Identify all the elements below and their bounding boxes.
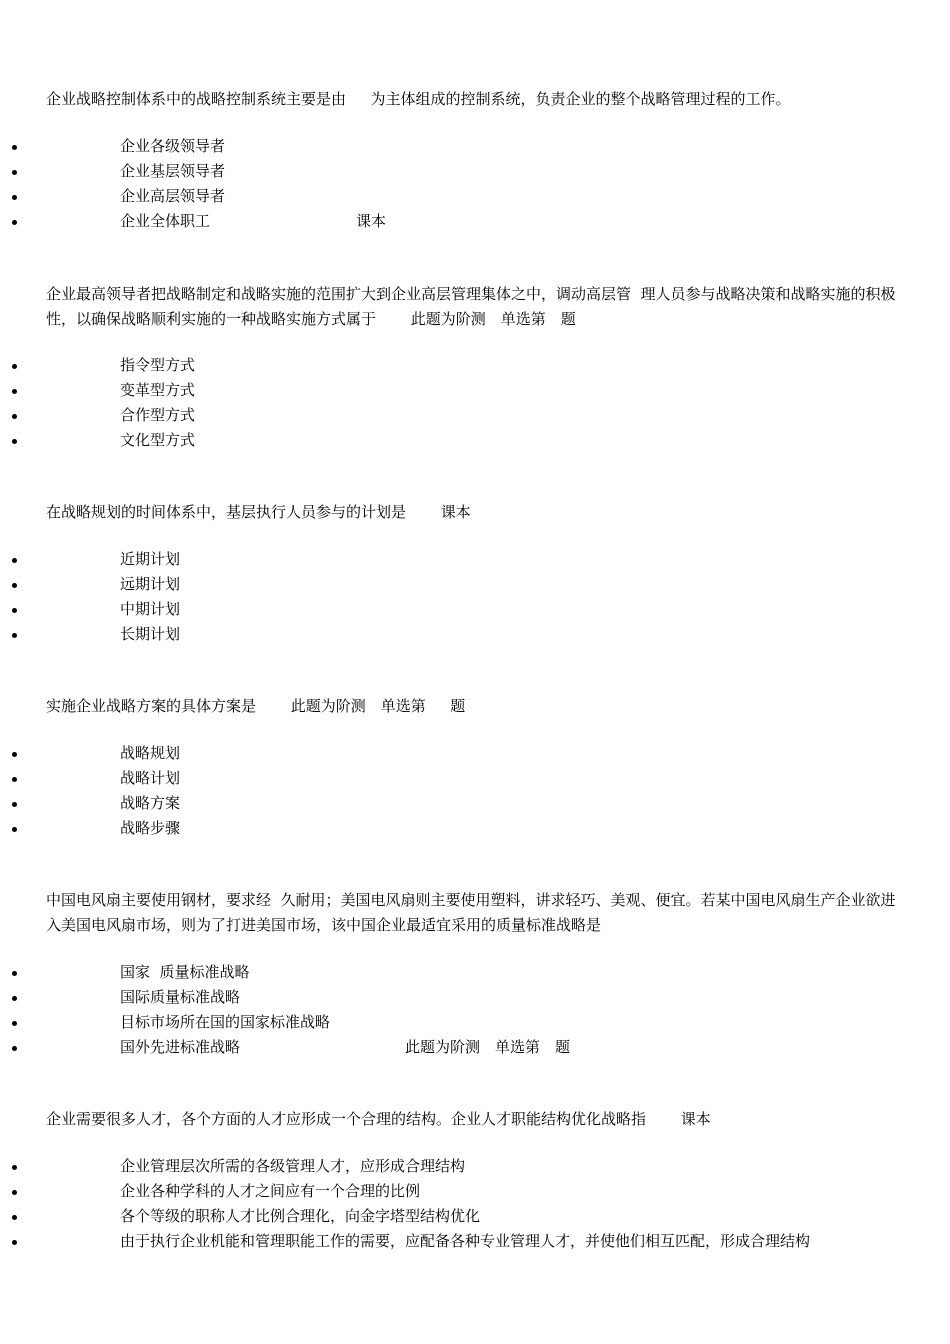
bullet-icon — [12, 996, 17, 1001]
bullet-icon — [12, 1046, 17, 1051]
option-item[interactable] — [0, 741, 950, 766]
option-item[interactable] — [0, 1204, 950, 1229]
bullet-icon — [12, 170, 17, 175]
option-item[interactable] — [0, 791, 950, 816]
option-label: 合作型方式 — [120, 406, 196, 424]
option-label: 长期计划 — [120, 625, 181, 643]
option-item[interactable] — [0, 1154, 950, 1179]
option-item[interactable] — [0, 960, 950, 985]
bullet-icon — [12, 777, 17, 782]
option-label: 近期计划 — [120, 550, 181, 568]
option-item[interactable] — [0, 403, 950, 428]
bullet-icon — [12, 633, 17, 638]
option-item[interactable] — [0, 816, 950, 841]
option-item[interactable] — [0, 353, 950, 378]
option-label: 企业管理层次所需的各级管理人才，应形成合理结构 — [120, 1157, 466, 1175]
bullet-icon — [12, 1165, 17, 1170]
bullet-icon — [12, 389, 17, 394]
option-label: 战略方案 — [120, 794, 181, 812]
option-label: 战略步骤 — [120, 819, 181, 837]
bullet-icon — [12, 608, 17, 613]
option-item[interactable] — [0, 134, 950, 159]
option-item[interactable] — [0, 572, 950, 597]
option-label: 企业各级领导者 — [120, 137, 226, 155]
bullet-icon — [12, 414, 17, 419]
bullet-icon — [12, 971, 17, 976]
option-label: 各个等级的职称人才比例合理化，向金字塔型结构优化 — [120, 1207, 481, 1225]
option-label: 国外先进标准战略 — [120, 1038, 241, 1056]
bullet-icon — [12, 583, 17, 588]
option-item[interactable] — [0, 985, 950, 1010]
option-label: 由于执行企业机能和管理职能工作的需要，应配备各种专业管理人才，并使他们相互匹配，形成合理结构 — [120, 1232, 811, 1250]
option-item[interactable] — [0, 1035, 950, 1060]
option-item[interactable] — [0, 159, 950, 184]
option-item[interactable] — [0, 428, 950, 453]
question-stem: 企业战略控制体系中的战略控制系统主要是由 为主体组成的控制系统，负责企业的整个战略管理过程的工作。 — [46, 90, 791, 108]
source-note: 课本 — [356, 212, 387, 230]
bullet-icon — [12, 195, 17, 200]
bullet-icon — [12, 364, 17, 369]
option-label: 企业全体职工 — [120, 212, 211, 230]
option-label: 远期计划 — [120, 575, 181, 593]
option-item[interactable] — [0, 184, 950, 209]
bullet-icon — [12, 439, 17, 444]
option-label: 企业高层领导者 — [120, 187, 226, 205]
bullet-icon — [12, 145, 17, 150]
option-label: 文化型方式 — [120, 431, 196, 449]
bullet-icon — [12, 1190, 17, 1195]
option-label: 国际质量标准战略 — [120, 988, 241, 1006]
option-label: 变革型方式 — [120, 381, 196, 399]
option-item[interactable] — [0, 1179, 950, 1204]
option-label: 企业各种学科的人才之间应有一个合理的比例 — [120, 1182, 421, 1200]
option-label: 战略计划 — [120, 769, 181, 787]
bullet-icon — [12, 827, 17, 832]
bullet-icon — [12, 752, 17, 757]
option-item[interactable] — [0, 1229, 950, 1254]
option-label: 中期计划 — [120, 600, 181, 618]
source-note: 此题为阶测 单选第 题 — [405, 1038, 571, 1056]
option-label: 战略规划 — [120, 744, 181, 762]
option-item[interactable] — [0, 209, 950, 234]
option-item[interactable] — [0, 766, 950, 791]
option-item[interactable] — [0, 597, 950, 622]
bullet-icon — [12, 1240, 17, 1245]
option-item[interactable] — [0, 547, 950, 572]
option-item[interactable] — [0, 622, 950, 647]
question-stem: 实施企业战略方案的具体方案是 此题为阶测 单选第 题 — [46, 697, 466, 715]
bullet-icon — [12, 1021, 17, 1026]
bullet-icon — [12, 558, 17, 563]
option-item[interactable] — [0, 378, 950, 403]
option-label: 企业基层领导者 — [120, 162, 226, 180]
bullet-icon — [12, 220, 17, 225]
question-stem: 中国电风扇主要使用钢材，要求经 久耐用；美国电风扇则主要使用塑料，讲求轻巧、美观、便宜。若某中国电风扇生产企业欲进入美国电风扇市场，则为了打进美国市场，该中国企业最适宜采用的质量标准战略是 — [46, 891, 896, 934]
bullet-icon — [12, 1215, 17, 1220]
option-item[interactable] — [0, 1010, 950, 1035]
option-label: 国家 质量标准战略 — [120, 963, 250, 981]
question-stem: 企业最高领导者把战略制定和战略实施的范围扩大到企业高层管理集体之中，调动高层管 理人员参与战略决策和战略实施的积极性，以确保战略顺利实施的一种战略实施方式属于 此题为阶测 单选第 题 — [46, 285, 896, 328]
bullet-icon — [12, 802, 17, 807]
question-stem: 企业需要很多人才，各个方面的人才应形成一个合理的结构。企业人才职能结构优化战略指 课本 — [46, 1110, 711, 1128]
option-label: 目标市场所在国的国家标准战略 — [120, 1013, 331, 1031]
question-stem: 在战略规划的时间体系中，基层执行人员参与的计划是 课本 — [46, 503, 471, 521]
option-label: 指令型方式 — [120, 356, 196, 374]
